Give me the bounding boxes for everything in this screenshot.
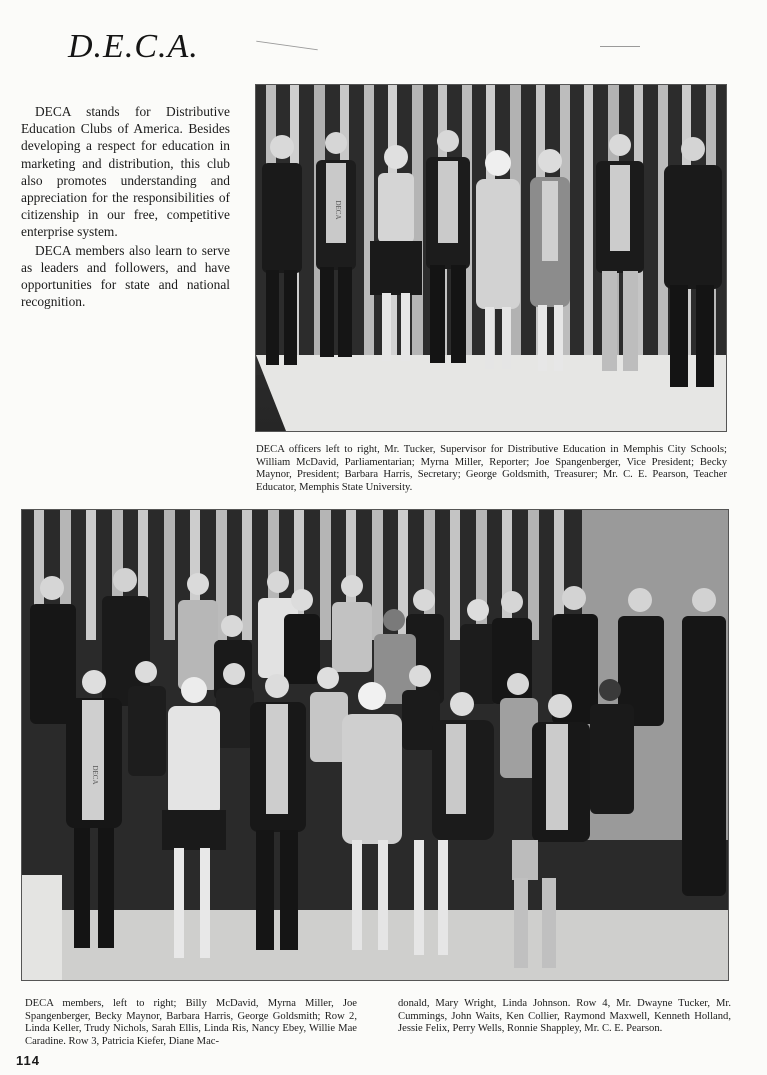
- intro-paragraph: DECA stands for Distributive Education Clubs of America. Besides developing a respect for education in marketing and distribution, this club also promotes understanding and appreciation for the responsibilities of citizenship in our free, competitive enterprise system.: [21, 104, 230, 240]
- decorative-rule: [256, 41, 318, 51]
- intro-text: [21, 103, 230, 311]
- page-title: D.E.C.A.: [68, 28, 199, 65]
- stole-text: DECA: [334, 200, 342, 220]
- members-caption-left: DECA members, left to right; Billy McDavid, Myrna Miller, Joe Spangenberger, Becky Maynor, Barbara Harris, George Goldsmith; Row 2, Linda Keller, Trudy Nichols, Sarah Ellis, Linda Ris, Nancy Ebey, Willie Mae Caradine. Row 3, Patricia Kiefer, Diane Mac-: [25, 998, 357, 1047]
- members-photo-illustration: [22, 510, 728, 980]
- decorative-rule: [600, 46, 640, 47]
- stole-text: DECA: [91, 765, 99, 785]
- officers-photo: [255, 84, 727, 432]
- intro-paragraph: DECA members also learn to serve as leaders and followers, and have opportunities for state and national recognition.: [21, 242, 230, 310]
- members-caption-right: donald, Mary Wright, Linda Johnson. Row 4, Mr. Dwayne Tucker, Mr. Cummings, John Waits, Ken Collier, Raymond Maxwell, Kenneth Holland, Jessie Felix, Perry Wells, Ronnie Shappley, Mr. C. E. Pearson.: [398, 998, 731, 1035]
- members-photo: [21, 509, 729, 981]
- officers-caption: DECA officers left to right, Mr. Tucker, Supervisor for Distributive Education in Memphis City Schools; William McDavid, Parliamentarian; Myrna Miller, Reporter; Joe Spangenberger, Vice President; Becky Maynor, President; Barbara Harris, Secretary; George Goldsmith, Treasurer; Mr. C. E. Pearson, Teacher Educator, Memphis State University.: [256, 444, 727, 493]
- officers-photo-illustration: [256, 85, 726, 431]
- page-number: 114: [16, 1053, 40, 1068]
